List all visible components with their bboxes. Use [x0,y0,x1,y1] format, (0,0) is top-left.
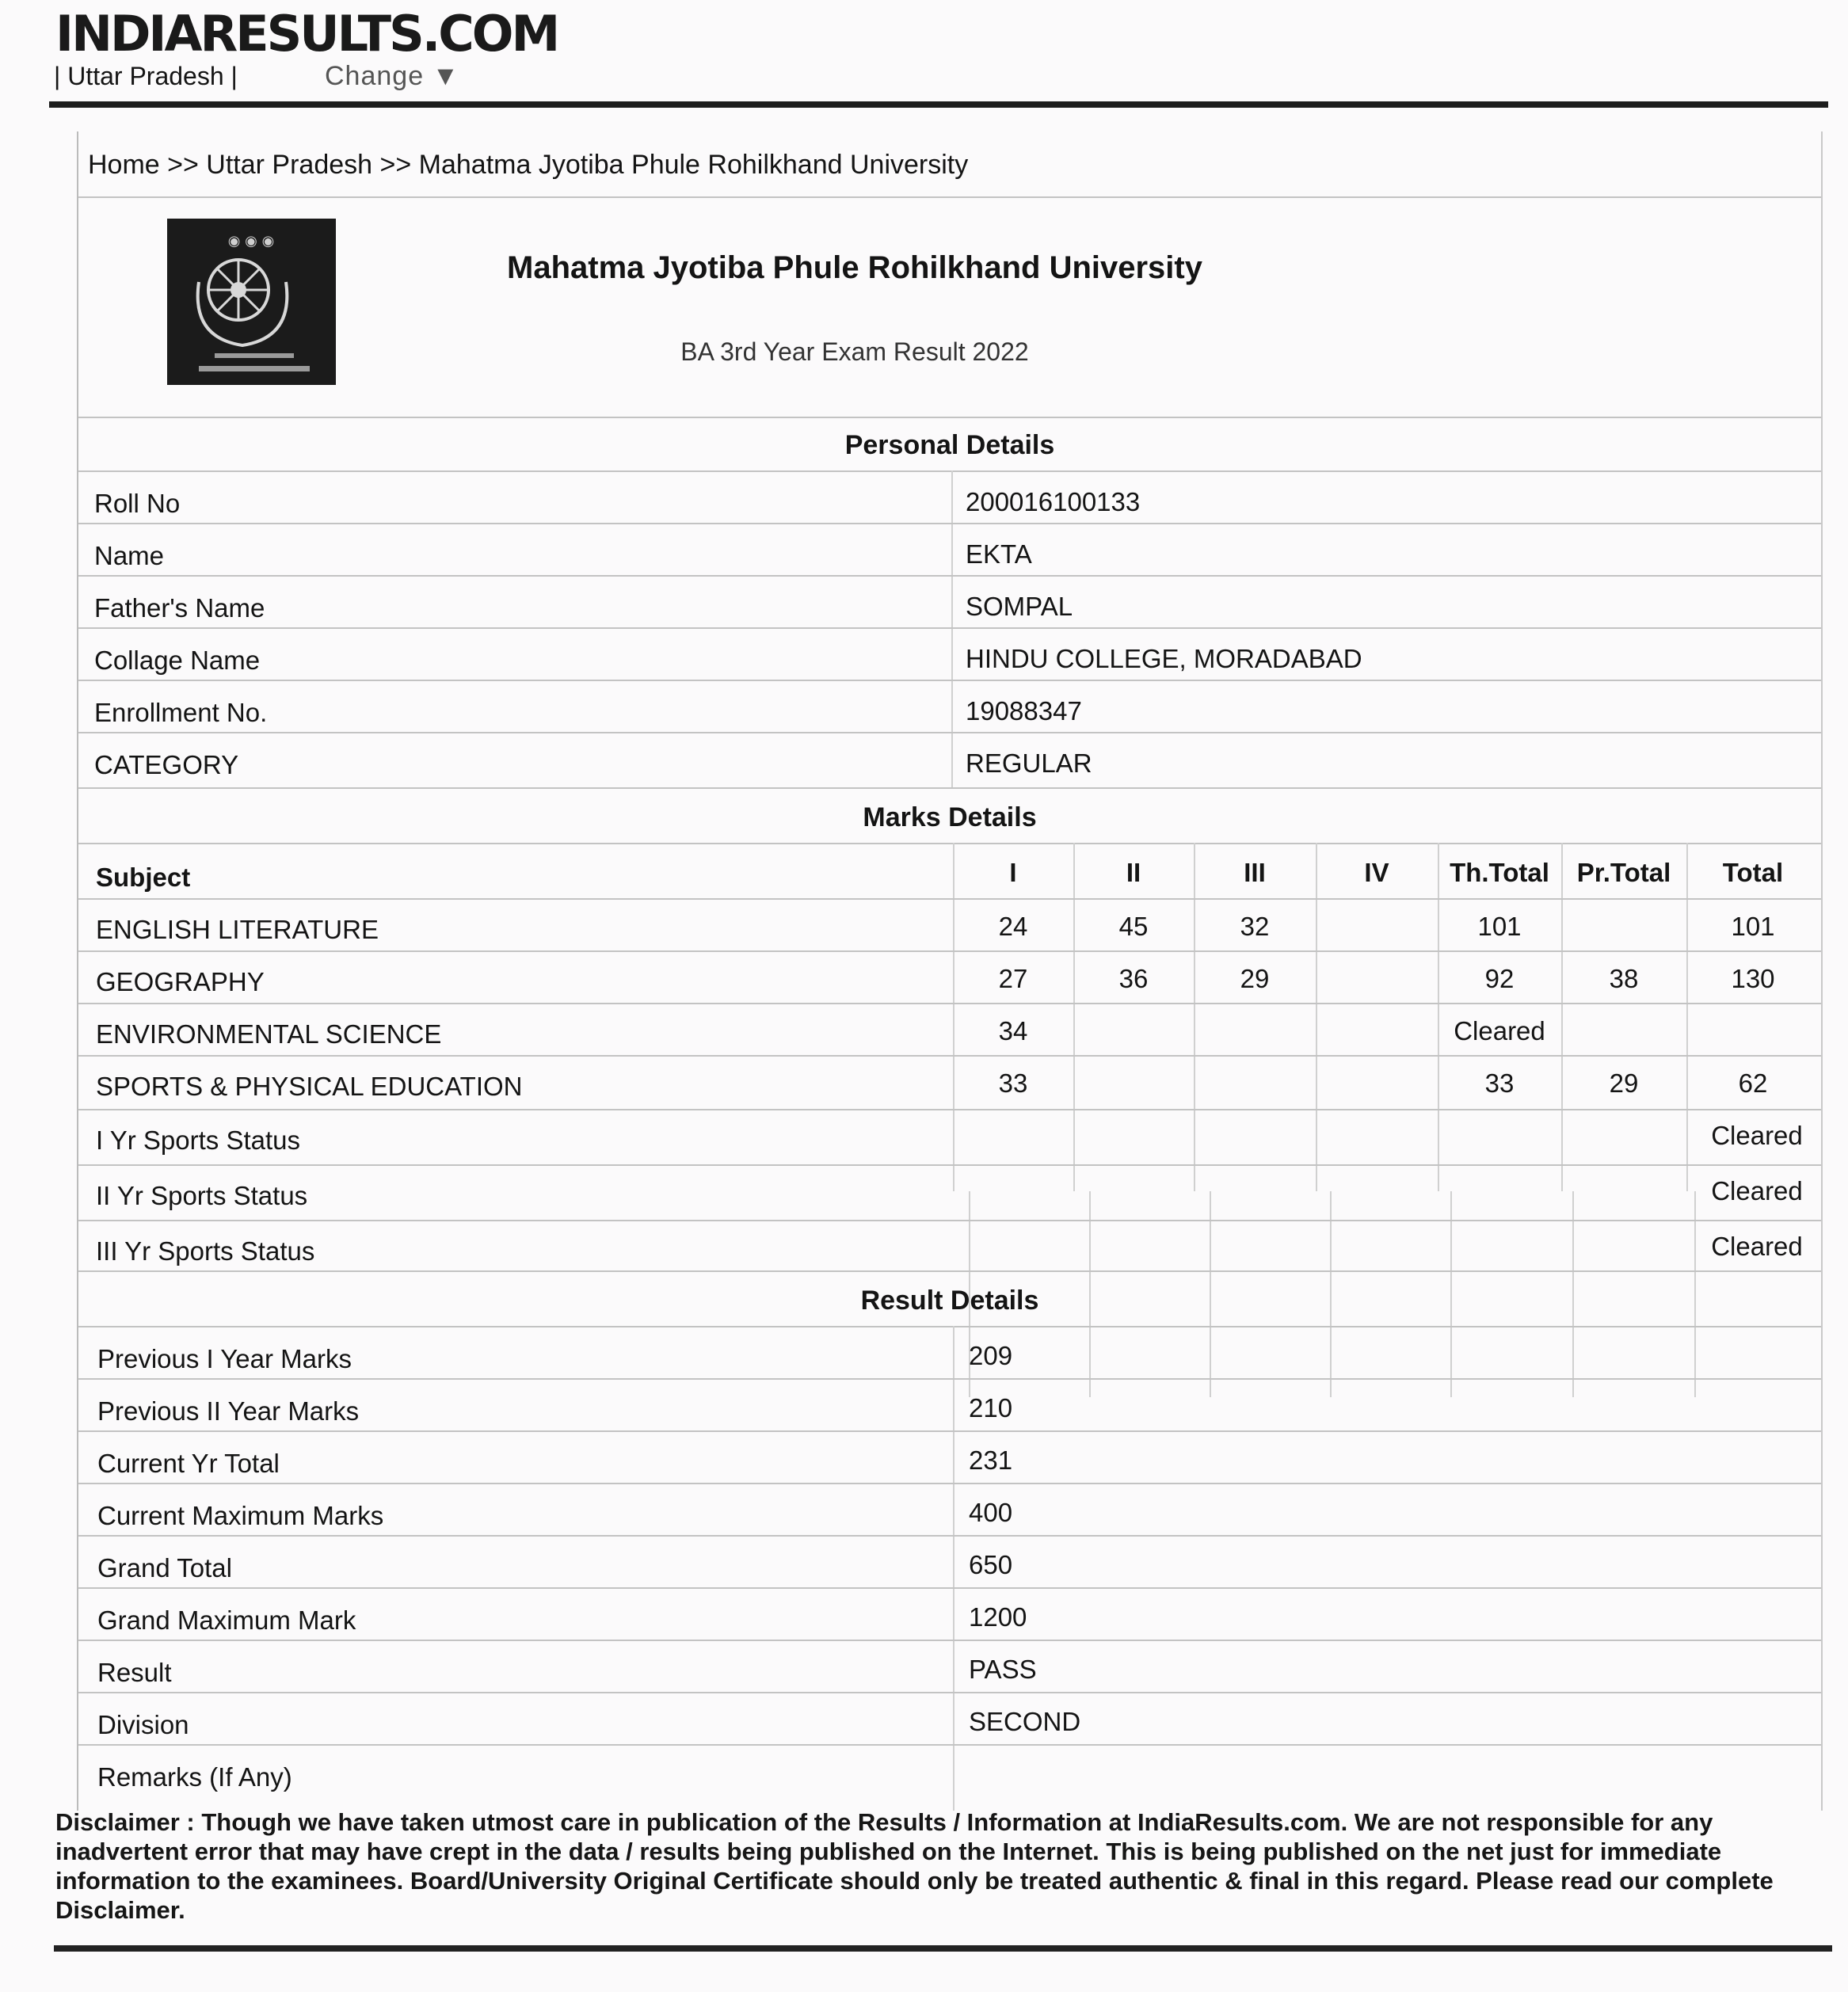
marks-cell: 29 [1609,1068,1639,1098]
divider [78,1055,1821,1057]
result-panel [77,131,1823,1811]
exam-title: BA 3rd Year Exam Result 2022 [680,337,1029,366]
current-year-total-value: 231 [969,1445,1013,1475]
marks-subject: III Yr Sports Status [96,1236,315,1266]
divider [78,575,1821,577]
marks-cell: 24 [998,912,1028,941]
divider [78,1692,1821,1693]
grand-total-label: Grand Total [97,1553,232,1583]
column-divider [953,1326,954,1811]
division-value: SECOND [969,1707,1081,1736]
column-divider [1316,843,1317,1191]
column-divider [1686,843,1688,1191]
university-title: Mahatma Jyotiba Phule Rohilkhand University [507,250,1202,285]
marks-header-total: Total [1722,858,1784,887]
divider [78,1326,1821,1327]
divider [78,787,1821,789]
divider [78,1430,1821,1432]
marks-header-iv: IV [1364,858,1389,887]
divider [78,1378,1821,1380]
divider [78,950,1821,952]
marks-subject: GEOGRAPHY [96,967,265,996]
divider [78,843,1821,844]
college-name-value: HINDU COLLEGE, MORADABAD [966,644,1362,673]
roll-no-label: Roll No [94,489,181,518]
marks-details-title: Marks Details [863,802,1037,832]
column-divider [1194,843,1195,1191]
divider [78,1587,1821,1589]
divider [78,1164,1821,1166]
result-value: PASS [969,1655,1037,1684]
site-logo-text[interactable]: INDIARESULTS.COM [55,5,558,63]
column-divider [1073,843,1075,1191]
marks-cell: Cleared [1711,1176,1803,1205]
divider [78,196,1821,198]
prev-year2-marks-label: Previous II Year Marks [97,1396,360,1426]
marks-cell: 45 [1118,912,1149,941]
header-divider [49,101,1828,108]
divider [78,627,1821,629]
college-name-label: Collage Name [94,646,261,675]
enrollment-no-value: 19088347 [966,696,1082,726]
disclaimer-text[interactable]: Disclaimer : Though we have taken utmost care in publication of the Results / Information at IndiaResults.com. We are not responsible for any inadvertent error that may have crept in the data / results being published on the Internet. This is being published on the net just for immediate information to the examinees. Board/University Original Certificate should only be treated authentic & final in this regard. Please read our complete Disclaimer. [55,1808,1774,1924]
divider [78,1535,1821,1537]
current-max-marks-value: 400 [969,1498,1013,1527]
divider [78,1003,1821,1004]
fathers-name-label: Father's Name [94,593,265,623]
change-state-link[interactable]: Change ▼ [325,61,460,91]
divider [78,1744,1821,1746]
remarks-label: Remarks (If Any) [97,1762,292,1792]
marks-header-iii: III [1244,858,1266,887]
marks-cell: 101 [1731,912,1775,941]
column-divider [951,470,953,787]
category-label: CATEGORY [94,750,239,779]
marks-cell: 36 [1118,964,1149,993]
marks-header-ii: II [1126,858,1141,887]
marks-cell: 29 [1240,964,1270,993]
marks-cell: 27 [998,964,1028,993]
marks-cell: 101 [1477,912,1522,941]
state-label: | Uttar Pradesh | [54,62,238,90]
divider [78,1640,1821,1641]
marks-cell: 38 [1609,964,1639,993]
marks-cell: 33 [998,1068,1028,1098]
marks-header-pr-total: Pr.Total [1576,858,1671,887]
result-label: Result [97,1658,172,1687]
category-value: REGULAR [966,748,1092,778]
marks-header-i: I [1009,858,1017,887]
marks-header-subject: Subject [96,863,191,892]
divider [78,523,1821,524]
marks-cell: 33 [1484,1068,1515,1098]
marks-cell: Cleared [1711,1121,1803,1150]
marks-cell: 32 [1240,912,1270,941]
divider [78,1220,1821,1221]
grand-max-mark-label: Grand Maximum Mark [97,1605,356,1635]
divider [78,1483,1821,1484]
marks-cell: Cleared [1454,1016,1545,1046]
marks-subject: ENVIRONMENTAL SCIENCE [96,1019,442,1049]
divider [78,680,1821,681]
column-divider [1561,843,1563,1191]
marks-cell: Cleared [1711,1232,1803,1261]
fathers-name-value: SOMPAL [966,592,1073,621]
prev-year2-marks-value: 210 [969,1393,1013,1423]
marks-header-th-total: Th.Total [1450,858,1549,887]
divider [78,732,1821,733]
marks-subject: ENGLISH LITERATURE [96,915,379,944]
divider [78,898,1821,900]
marks-cell: 130 [1731,964,1775,993]
roll-no-value: 200016100133 [966,487,1141,516]
marks-subject: SPORTS & PHYSICAL EDUCATION [96,1072,523,1101]
divider [78,470,1821,472]
name-label: Name [94,541,165,570]
svg-text:◉ ◉ ◉: ◉ ◉ ◉ [227,233,275,249]
result-details-title: Result Details [860,1285,1039,1316]
prev-year1-marks-label: Previous I Year Marks [97,1344,352,1373]
footer-divider [54,1945,1832,1952]
divider [78,1270,1821,1272]
prev-year1-marks-value: 209 [969,1341,1013,1370]
grand-total-value: 650 [969,1550,1013,1579]
marks-cell: 92 [1484,964,1515,993]
enrollment-no-label: Enrollment No. [94,698,268,727]
marks-subject: I Yr Sports Status [96,1125,301,1155]
grand-max-mark-value: 1200 [969,1602,1027,1632]
breadcrumb[interactable]: Home >> Uttar Pradesh >> Mahatma Jyotiba Phule Rohilkhand University [88,150,969,180]
marks-subject: II Yr Sports Status [96,1181,308,1210]
marks-cell: 62 [1738,1068,1768,1098]
name-value: EKTA [966,539,1032,569]
marks-cell: 34 [998,1016,1028,1046]
division-label: Division [97,1710,189,1739]
current-year-total-label: Current Yr Total [97,1449,280,1478]
divider [78,1109,1821,1110]
personal-details-title: Personal Details [844,430,1055,460]
current-max-marks-label: Current Maximum Marks [97,1501,384,1530]
divider [78,417,1821,418]
